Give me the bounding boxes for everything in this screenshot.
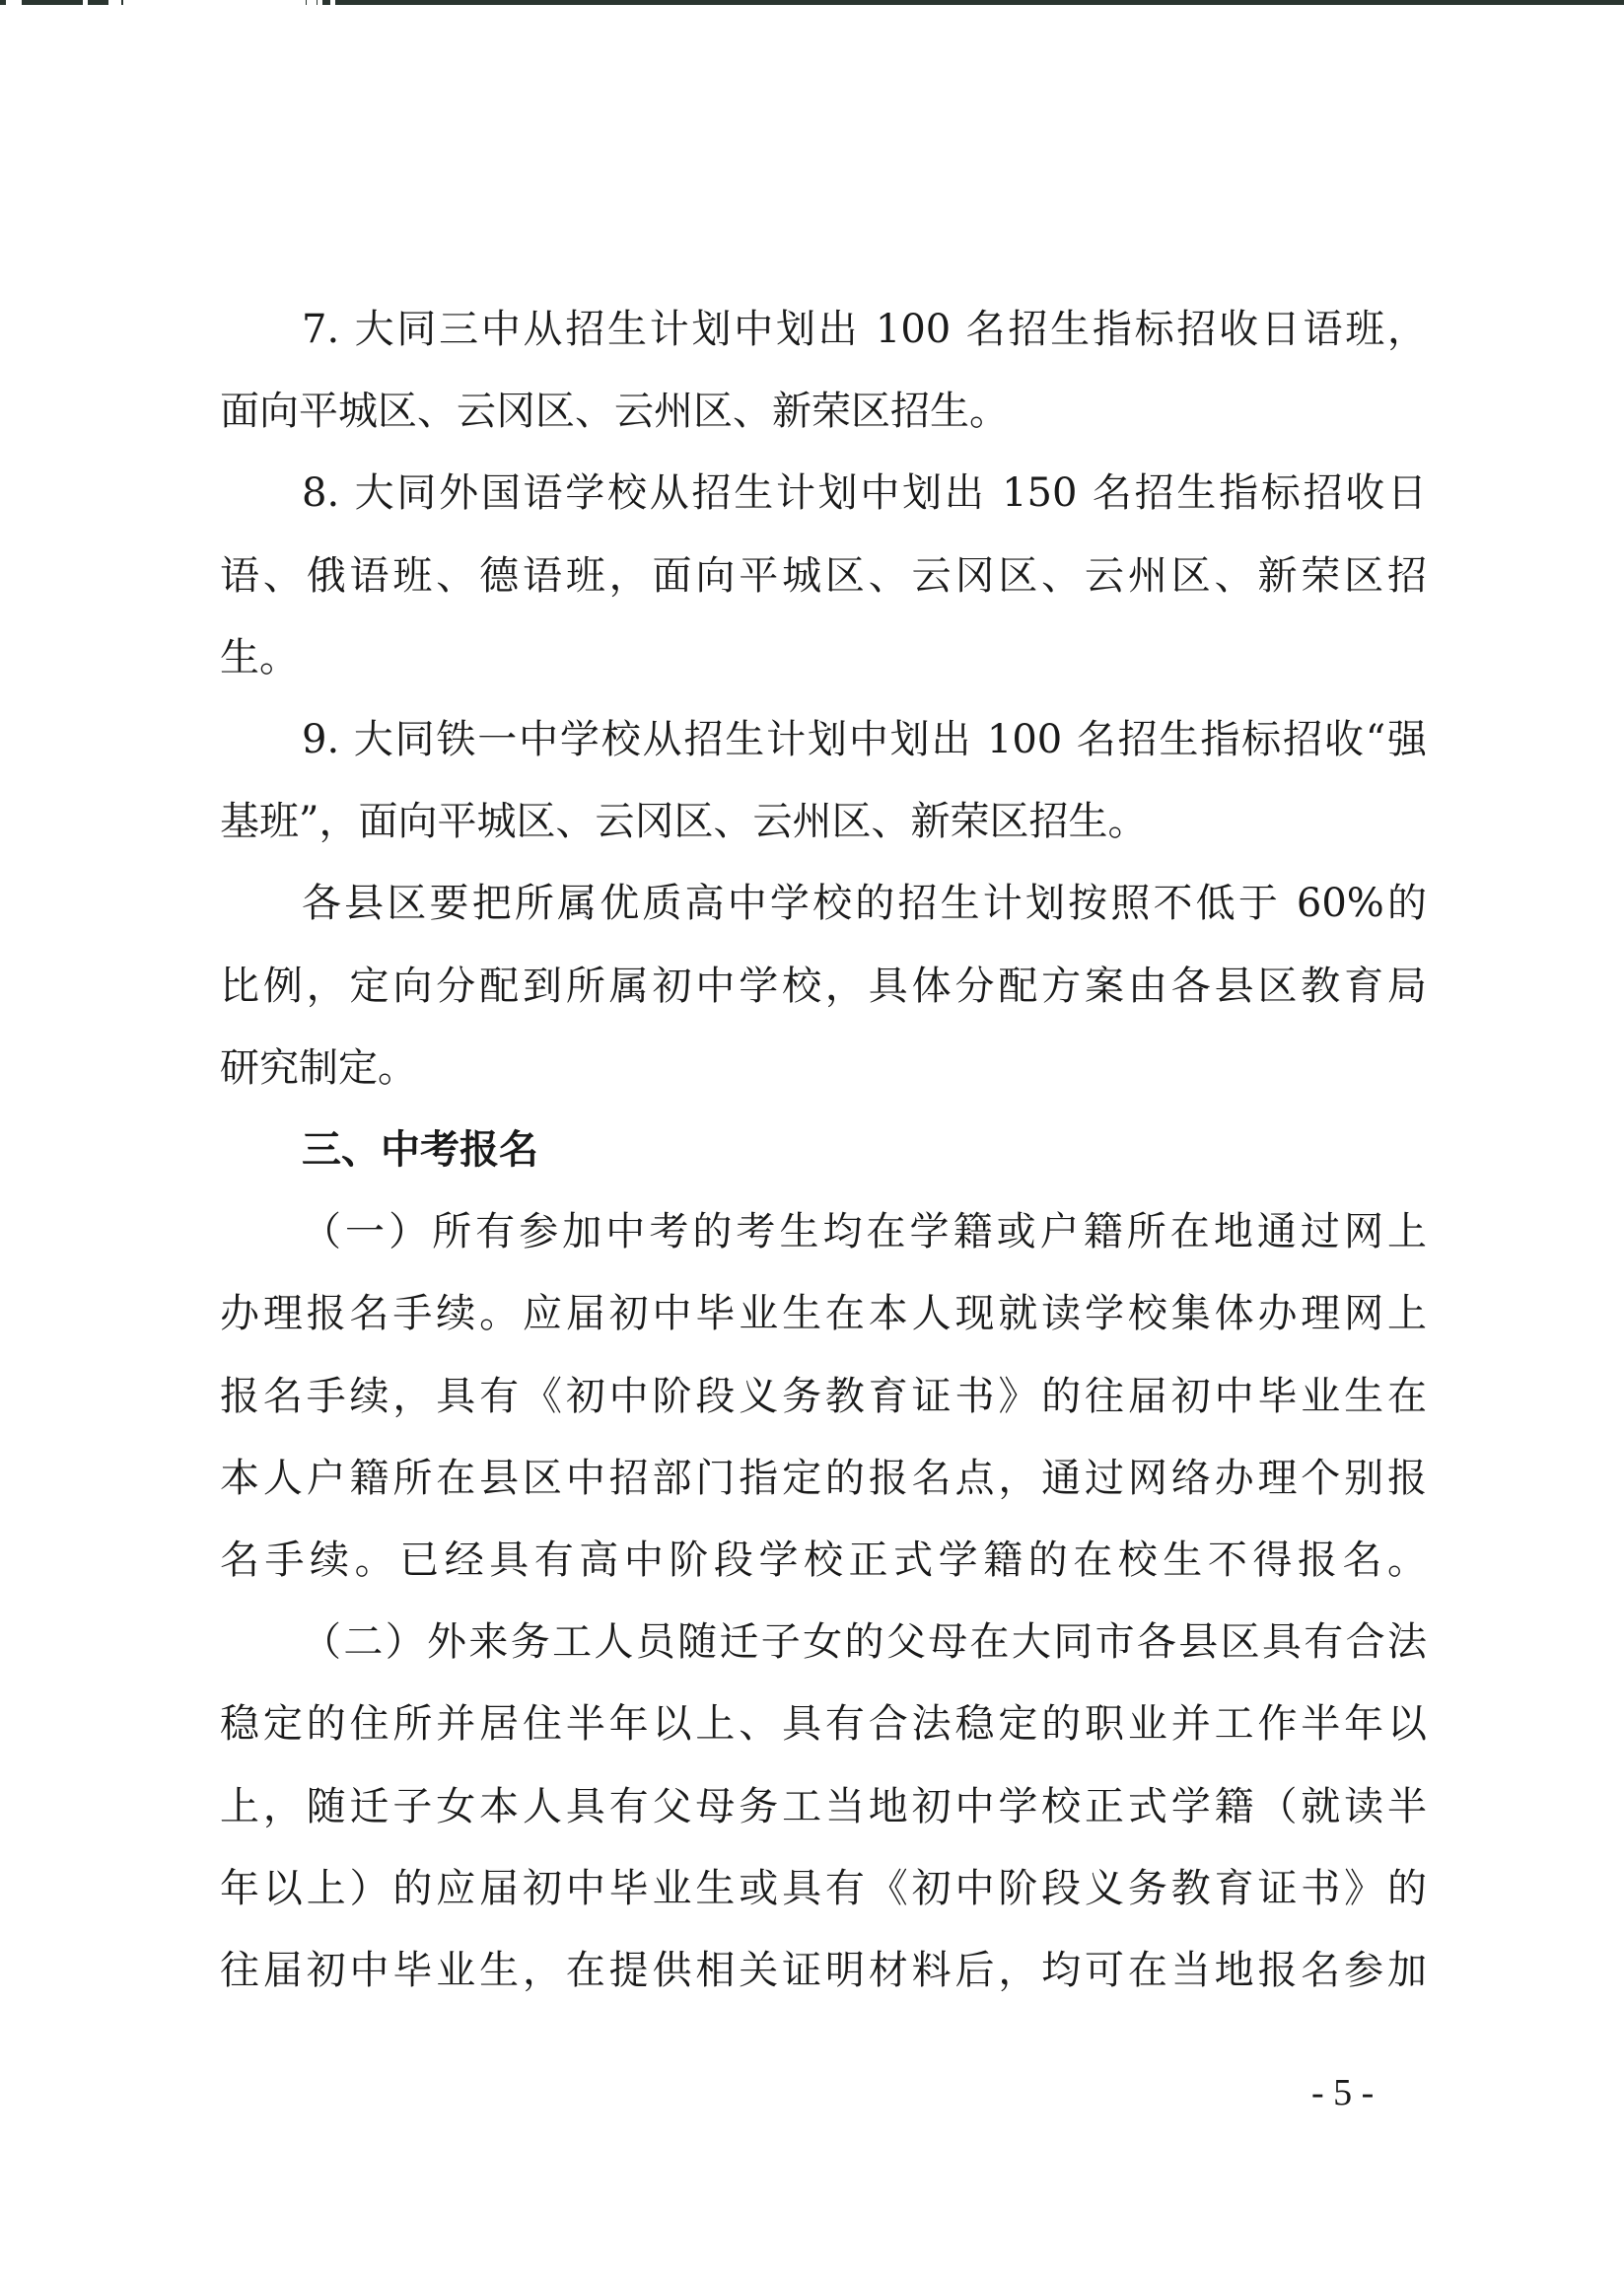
- text-line: （一）所有参加中考的考生均在学籍或户籍所在地通过网上: [302, 1209, 1427, 1255]
- scan-edge-mark: [335, 0, 1624, 5]
- text-line: 上，随迁子女本人具有父母务工当地初中学校正式学籍（就读半: [220, 1783, 1427, 1829]
- text-line: 办理报名手续。应届初中毕业生在本人现就读学校集体办理网上: [220, 1291, 1427, 1337]
- text-line: 研究制定。: [220, 1044, 417, 1091]
- text-line: 稳定的住所并居住半年以上、具有合法稳定的职业并工作半年以: [220, 1701, 1427, 1748]
- text-line: 语、俄语班、德语班，面向平城区、云冈区、云州区、新荣区招: [220, 552, 1427, 599]
- text-line: 年以上）的应届初中毕业生或具有《初中阶段义务教育证书》的: [220, 1865, 1427, 1911]
- text-line: 比例，定向分配到所属初中学校，具体分配方案由各县区教育局: [220, 963, 1427, 1009]
- scan-edge-mark: [317, 0, 318, 5]
- text-line: 7. 大同三中从招生计划中划出 100 名招生指标招收日语班，: [302, 307, 1427, 352]
- text-line: 生。: [220, 634, 299, 680]
- text-line: 往届初中毕业生，在提供相关证明材料后，均可在当地报名参加: [220, 1948, 1427, 1993]
- text-line: 9. 大同铁一中学校从招生计划中划出 100 名招生指标招收“强: [302, 717, 1427, 762]
- scan-edge-mark: [322, 0, 330, 5]
- text-line: 报名手续，具有《初中阶段义务教育证书》的往届初中毕业生在: [220, 1373, 1427, 1419]
- page-number: - 5 -: [1311, 2072, 1375, 2113]
- text-line: 面向平城区、云冈区、云州区、新荣区招生。: [220, 389, 1009, 435]
- text-line: 名手续。已经具有高中阶段学校正式学籍的在校生不得报名。: [220, 1538, 1427, 1583]
- text-line: 基班”，面向平城区、云冈区、云州区、新荣区招生。: [220, 799, 1148, 845]
- text-line: 各县区要把所属优质高中学校的招生计划按照不低于 60%的: [302, 881, 1427, 927]
- text-line: （二）外来务工人员随迁子女的父母在大同市各县区具有合法: [302, 1619, 1427, 1666]
- text-line: 本人户籍所在县区中招部门指定的报名点，通过网络办理个别报: [220, 1455, 1427, 1501]
- scan-edge-mark: [22, 0, 83, 5]
- scan-edge-mark: [0, 0, 6, 5]
- section-heading: 三、中考报名: [302, 1127, 538, 1173]
- scan-edge-mark: [88, 0, 108, 5]
- text-line: 8. 大同外国语学校从招生计划中划出 150 名招生指标招收日: [302, 470, 1427, 517]
- scan-edge-mark: [306, 0, 307, 5]
- scan-edge-mark: [121, 0, 123, 5]
